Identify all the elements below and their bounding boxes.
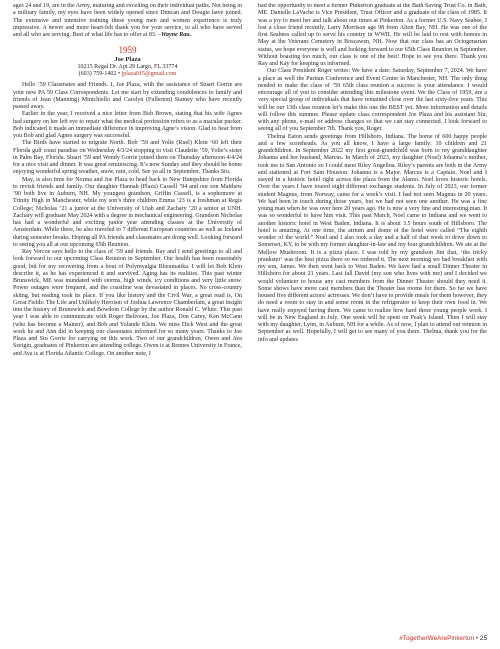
left-column [13, 3, 242, 625]
contact-separator: • [116, 71, 122, 78]
correspondent-address: 10215 Regal Dr. Apt 29 Largo, FL 33774 [77, 63, 178, 70]
class-year: 1959 [118, 45, 137, 56]
correspondent-name: Joe Plaza [114, 56, 141, 64]
paragraph-ray-continued: had the opportunity to meet a former Pinkerton graduate at the Bath Saving Trust Co. in Bath, ME. Danielle LaVache is Vice President, Trust Officer and a graduate of the class of 1985. It was a joy to meet her and talk about our times at Pinkerton. As a former U.S. Navy Seabee, I lost a close friend recently, Larry Morrison age 98 from Alton Bay, NH. He was one of the first Seabees called up to serve his country in WWII. He will be laid to rest with honors in May at the Veterans Cemetery in Boscawen, NH. Now that our class has an Octogenarian status, we hope everyone is well and looking forward to our 65th Class Reunion in September. Without boasting too much, our class is one of the best! Hope to see you there. Thank you Ray and Kay for keeping us informed. [258, 3, 487, 67]
paragraph-bob-brown: Earlier in the year, I received a nice letter from Bob Brown, stating that his wife Agnes had surgery on her left eye to repair what the medical profession refers to as a macular pucker. Bob indicated it made an immediate difference in improving Agne’s vision. Glad to hear from you Bob and glad Agnes surgery was successful. [13, 111, 242, 140]
paragraph-thelma-eaton: Thelma Eaton sends greetings from Hillsboro, Indiana. The home of 600 happy people and a few scoreheads. As you all know, I have a large family: 10 children and 21 grandchildren. In September 2022 my first great-grandchild was born to my granddaughter Johanna and her husband, Marcus. In March of 2023, my daughter (Noel) Johanna’s mother, took me to San Antonio so I could meet Riley Angelina. Riley’s parents are both in the Army and stationed at Fort Sam Houston. Johanna is a Major. Marcus is a Captain. Noel and I stayed in a historic hotel right across the plaza from the Alamo. Noel loves historic hotels. Over the years I have toured eight different exchange students. In July of 2023, our former student Magnus, from Norway, came for a week’s visit. I had not seen Magnus in 20 years. We had been in touch during those years, but we had not seen one another. He was a fine young man when he was over here 20 years ago. He is now a very fine and interesting man. It was so wonderful to have him visit. This past March, Noel came to Indiana and we went to another historic hotel in West Baden, Indiana. It is about 3.5 hours south of Hillsboro. The hotel is amazing. At one time, the atrium and dome of the hotel were called “The eighth wonder of the world.” Noel and I also took a day and a half of that week to drive down to Somerset, KY, to be with my former daughter-in-law and my four grandchildren. We ate at the Mellow Mushroom. It is a pizza place. I was told by my grandson Jim that, ‘the tricky prankster’ was the best pizza there so we ordered it. The next morning we had breakfast with my son, James. We then went back to West Baden. We have had a small Dinner Theater in Hillsboro for about 21 years. Last fall David (my son who lives with me) and I decided we would volunteer to house any cast members from the Dinner Theater should they need it. Some shows have more cast members than the Theater has rooms for them. So far we have housed five different actors/ actresses. We don’t have to provide meals for them however, they do need a room to stay in and some room in the refrigerator to keep their own food in. We have really enjoyed having them. We came to realize how hard these young people work. I will be in New England in July. One week will be spent on Peak’s Island. Then I will stay with my daughter, Lynn, in Auburn, NH for a while. As of now, I plan to attend our reunion in September as well. Hopefully, I will get to see many of you there. Thelma, thank you for the info and updates [258, 133, 487, 343]
paragraph-ray-vercoe: Ray Vercoe says hello to the class of ’59 and friends. Ray and I send greetings to all and look forward to our upcoming Class Reunion in September. Our health has been reasonably good, but for my recovering from a bout of Polymyalgia Rheumatika. I will let Bob Klein describe it, as he has experienced it and survived. Aging has its realities. This past winter Brunswick, ME was inundated with storms, high winds, icy conditions and very little snow. Power outages were frequent, and the coastline was devastated in places. No cross-country skiing, but reading took its place. If you like history and the Civil War, a great read is, On Great Fields: The Life and Unlikely Heroism of Joshua Lawrence Chamberlain, a great insight into the history of Brunswick and Bowdoin College by the author Ronald C. White. This past year I was able to communicate with Roger Beliveau, Joe Plaza, Don Carey, Ken McCann (who has become a Mainer), and Bob and Yolande Klein. We miss Dick West and the great work he and Ann did in keeping our classmates informed for so many years. Thanks to Joe Plaza and Stu Gorrie for carrying on this work. Two of our grandchildren, Owen and Ava Szeigin, graduates of Pinkerton are attending college. Owen is at Rennes University in France, and Ava is at Florida Atlantic College. On another note, I [13, 249, 242, 357]
correspondent-contact [13, 71, 242, 78]
paragraph-class-president: Our Class President Roger writes: We have a date: Saturday, September 7, 2024. We have a place as well the Puritan Conference and Event Center in Manchester, NH. The only thing needed to make the class of ’59 65th class reunion a success is your attendance. I would encourage all of you to consider attending this milestone event. We the Class of 1959, are a very special group of individuals that have remained close over the last sixty-five years. This will be our 13th class reunion let’s make this one the BEST yet. More information and details will follow this summer. Please update class correspondent Joe Plaza and his assistant Stu, with any phone, e-mail or address changes so that we can stay connected. I look forward to seeing all of you September 7th. Thank you, Roger. [258, 68, 487, 133]
intro-paragraph: ages 24 and 19, are in the Army, maturing and excelling on their individual paths. Not being in a military family, my eyes have been widely opened since Duncan and Dougie have joined. The extensive and intensive training these young men and women experience is truly impressive. A newer and more heart-felt thank you for your service, to all who have served and all who are serving. Best of what life has to offer at 83. –Wayne Rau. [13, 3, 242, 38]
intro-signature: Wayne Rau. [161, 32, 192, 38]
correspondent-email[interactable]: jplaza015@gmail.com [121, 71, 177, 78]
class-section-header [13, 45, 242, 78]
correspondent-phone: (603) 759-1402 [78, 71, 117, 78]
footer-hashtag: #TogetherWeArePinkerton [399, 635, 475, 642]
paragraph-plaza-family: May, is also time for Norma and Joe Plaza to head back to New Hampshire from Florida to revisit friends and family. Our daughter Hannah (Plaza) Cassell ’94 and our son Matthew ’90 both live in Auburn, NH. My youngest grandson, Griffin Cassell, is a sophomore at Trinity High in Manchester, while my son’s three children Emma ’23 is a freshman at Regis College; Nicholas ’21 a junior at the University of Utah and Zachary ’20 a senior at UNH. Zachary will graduate May 2024 with a degree in mechanical engineering. Grandson Nicholas has had a wonderful and exciting junior year attending classes at the University of Amsterdam. While there, he also traveled to 7 different European countries as well as Iceland during semester breaks. Hoping all PA friends and classmates are doing well. Looking forward to seeing you all at our upcoming 65th Reunion. [13, 176, 242, 248]
paragraph-welcome: Hello ’59 Classmates and Friends. I, Joe Plaza, with the assistance of Stuart Gorrie are your new PA 59 Class Correspondents. Let me start by extending condolences to family and friends of Jean (Manning) Minichiello and Carolyn (Fullerton) Stamey who have recently passed away. [13, 82, 242, 111]
page-footer [399, 635, 487, 642]
page-number: 25 [479, 635, 487, 642]
right-column [258, 3, 487, 625]
paragraph-birds-migrate: The Birds have started to migrate North. Bob ’59 and Yolie (Ruel) Klein ’60 left their Florida gulf coast paradise on Wednesday 4/3/24 stopping to visit Claudette ’59, Yolie’s sister in Palm Bay, Florida. Stuart ’59 and Wendy Gorrie joined them on Thursday afternoon 4/4/24 for a nice visit and dinner. It was great reminiscing. It’s now Sunday and they should be home enjoying wonderful spring weather, snow, rain, cold. See ya all in September. Thanks Stu. [13, 140, 242, 176]
footer-separator: • [474, 635, 480, 642]
